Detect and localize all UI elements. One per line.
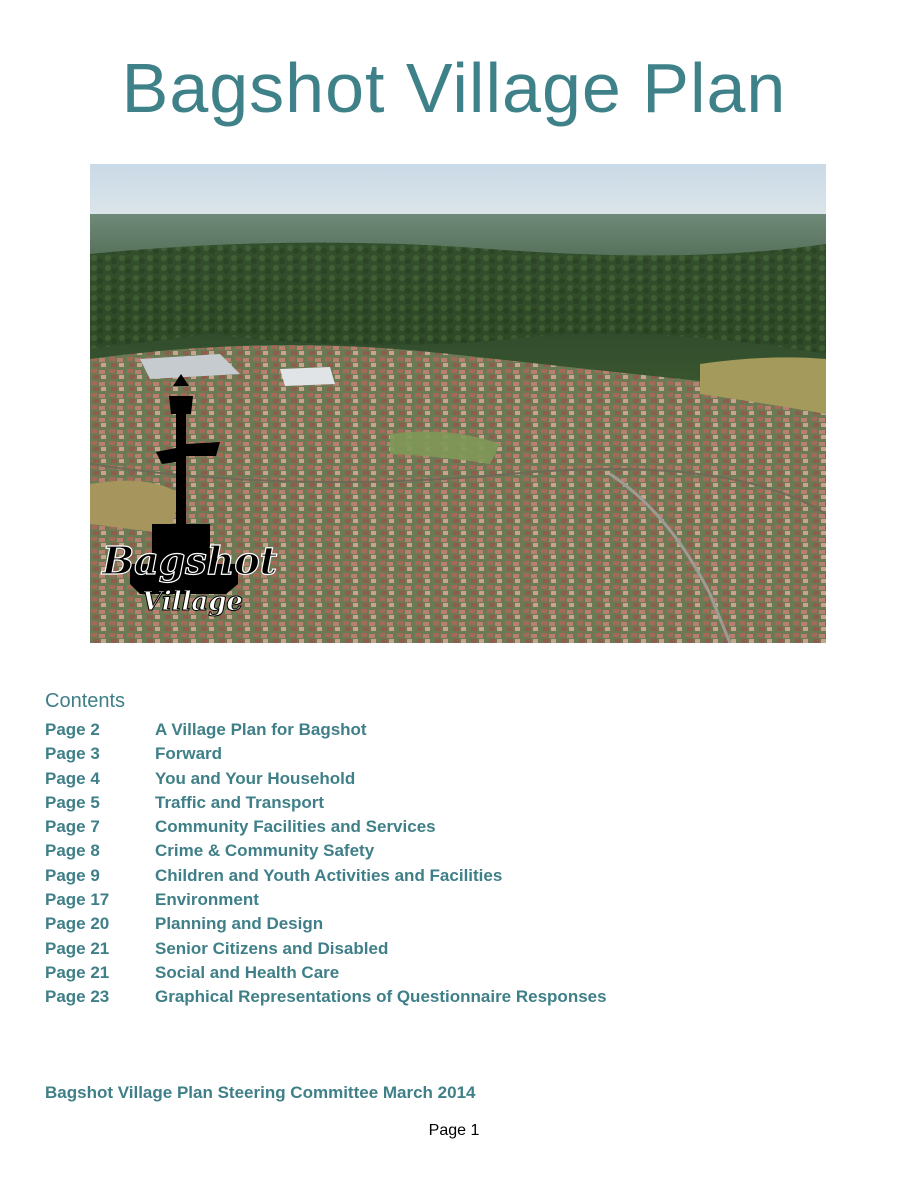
page-number: Page 1 [428,1122,480,1139]
toc-item[interactable] [45,937,845,961]
toc-page: Page 23 [45,987,110,1007]
toc-title: Graphical Representations of Questionnaire Responses [155,987,607,1007]
contents-heading: Contents [45,690,126,712]
toc-item[interactable] [45,742,845,766]
toc-page: Page 4 [45,768,100,788]
toc-title: Environment [155,890,259,910]
toc-item[interactable] [45,767,845,791]
toc-page: Page 21 [45,962,110,982]
svg-text:Bagshot: Bagshot [102,538,278,583]
toc-title: Crime & Community Safety [155,841,375,861]
toc-page: Page 20 [45,914,110,934]
toc-page: Page 9 [45,865,100,885]
toc-item[interactable] [45,815,845,839]
toc-title: You and Your Household [155,768,356,788]
toc-title: Forward [155,744,223,764]
toc-title: Senior Citizens and Disabled [155,938,389,958]
toc-title: Children and Youth Activities and Facilities [155,865,503,885]
toc-item[interactable] [45,912,845,936]
page-title: Bagshot Village Plan [121,49,787,127]
toc-item[interactable] [45,864,845,888]
aerial-village-photo [90,164,826,643]
toc-item[interactable] [45,985,845,1009]
toc-item[interactable] [45,718,845,742]
toc-item[interactable] [45,791,845,815]
svg-text:Village: Village [142,587,243,617]
toc-page: Page 2 [45,720,100,739]
toc-page: Page 17 [45,890,110,910]
steering-committee-note: Bagshot Village Plan Steering Committee March 2014 [45,1083,476,1102]
table-of-contents [45,718,845,1010]
toc-title: Traffic and Transport [155,792,325,812]
toc-page: Page 7 [45,817,100,837]
toc-title: Social and Health Care [155,962,340,982]
toc-title: Planning and Design [155,914,324,934]
toc-page: Page 21 [45,938,110,958]
toc-item[interactable] [45,888,845,912]
toc-page: Page 3 [45,744,100,764]
toc-title: Community Facilities and Services [155,817,436,837]
toc-item[interactable] [45,961,845,985]
toc-item[interactable] [45,839,845,863]
toc-page: Page 5 [45,792,100,812]
toc-page: Page 8 [45,841,100,861]
toc-title: A Village Plan for Bagshot [155,720,367,739]
